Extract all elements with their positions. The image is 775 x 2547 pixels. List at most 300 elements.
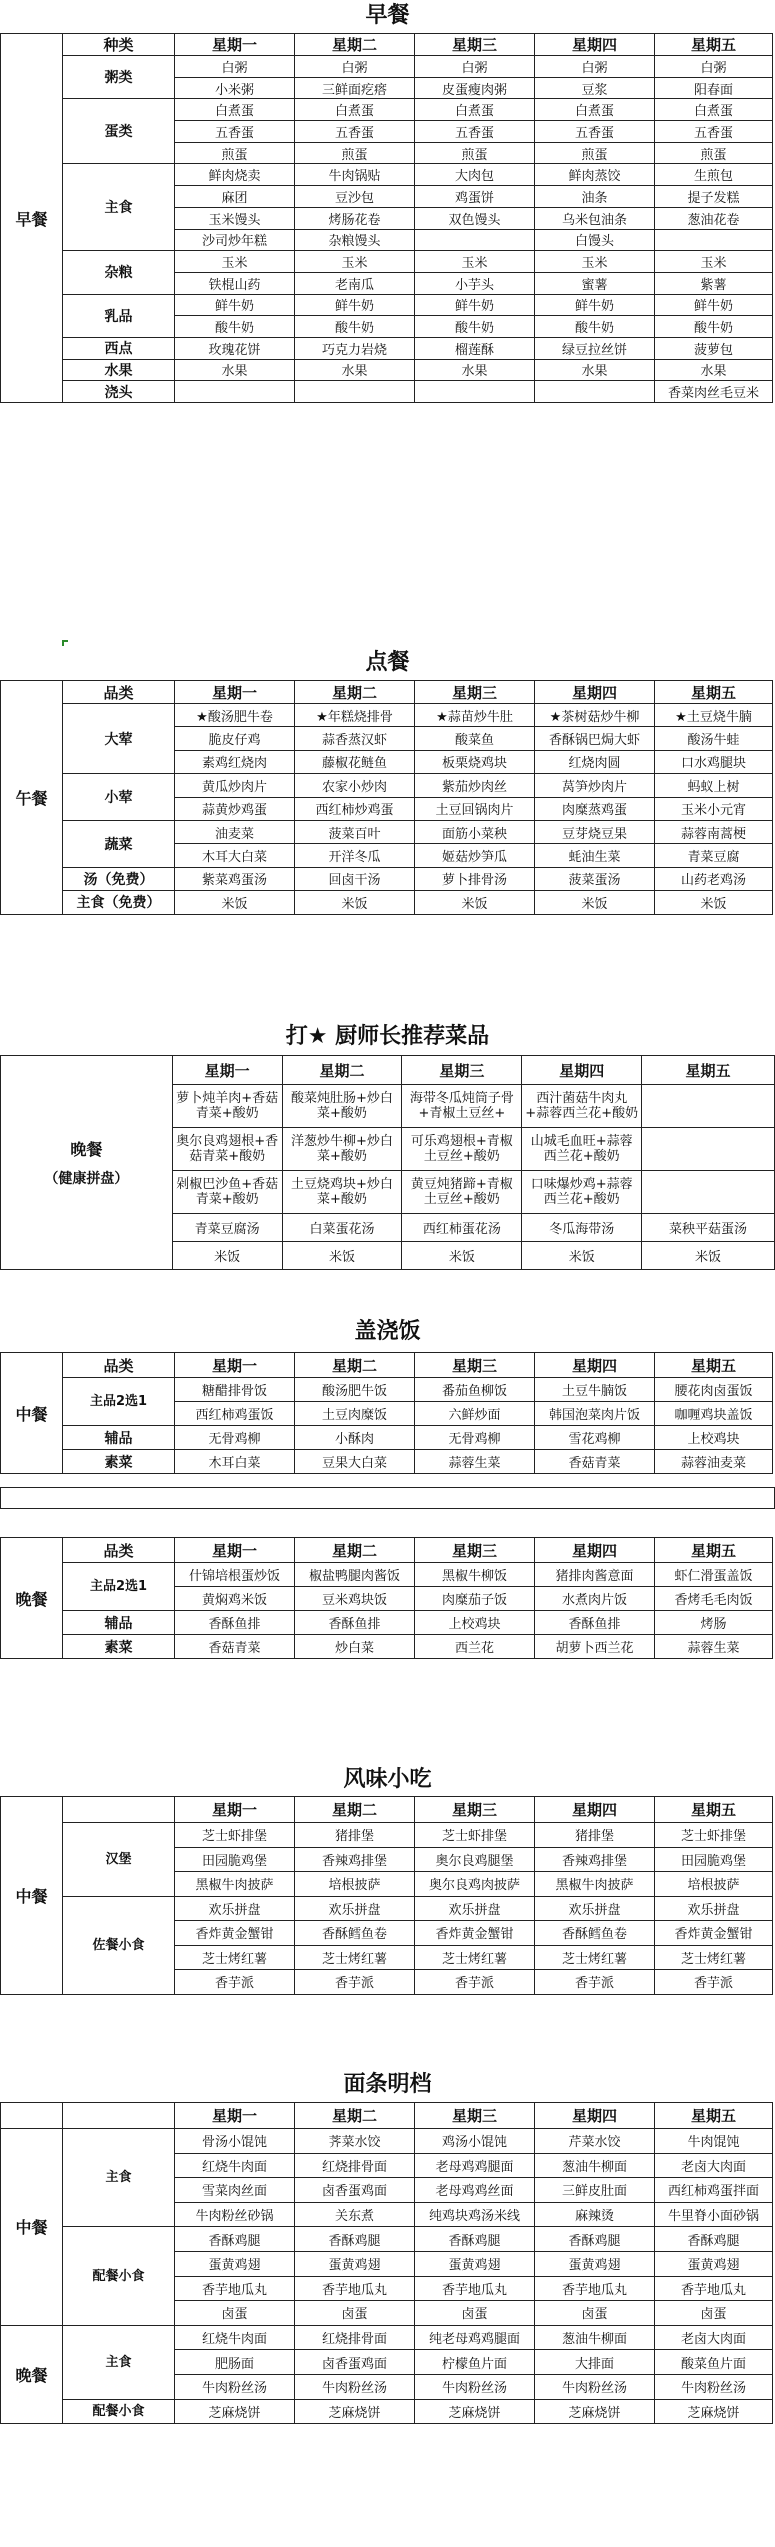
dish-cell: 米饭 — [402, 1242, 522, 1270]
dish-cell: 巧克力岩烧 — [295, 337, 415, 359]
dish-cell: 山城毛血旺+蒜蓉西兰花+酸奶 — [522, 1128, 642, 1171]
category-label: 西点 — [63, 337, 175, 359]
dish-cell: 奥尔良鸡翅根+香菇青菜+酸奶 — [172, 1128, 282, 1171]
column-header-category: 品类 — [63, 681, 175, 704]
dish-cell: 西红柿炒鸡蛋 — [295, 797, 415, 820]
dish-cell: 牛肉锅贴 — [295, 164, 415, 186]
dish-cell: 油条 — [535, 186, 655, 208]
dish-cell: 木耳白菜 — [175, 1450, 295, 1474]
dish-cell: 芝麻烧饼 — [415, 2399, 535, 2424]
dish-cell: 藤椒花鲢鱼 — [295, 750, 415, 773]
dish-cell: 胡萝卜西兰花 — [535, 1635, 655, 1659]
dish-cell: 纯老母鸡鸡腿面 — [415, 2325, 535, 2350]
category-label: 素菜 — [63, 1450, 175, 1474]
dish-cell: 芝士虾排堡 — [415, 1823, 535, 1848]
dish-cell: 开洋冬瓜 — [295, 844, 415, 867]
dish-cell: 牛肉粉丝汤 — [535, 2374, 655, 2399]
dish-cell: 上校鸡块 — [655, 1426, 773, 1450]
dish-cell: 土豆回锅肉片 — [415, 797, 535, 820]
dish-cell: 绿豆拉丝饼 — [535, 337, 655, 359]
category-label: 蔬菜 — [63, 820, 175, 867]
column-header-day: 星期二 — [295, 1353, 415, 1378]
dish-cell: 欢乐拼盘 — [535, 1896, 655, 1921]
column-header-day: 星期四 — [535, 1538, 655, 1563]
corner-mark — [62, 640, 68, 646]
dish-cell: 烤肠 — [655, 1611, 773, 1635]
dish-cell: 奥尔良鸡腿堡 — [415, 1847, 535, 1872]
dish-cell: 菠菜百叶 — [295, 820, 415, 843]
dish-cell — [642, 1128, 775, 1171]
dish-cell: 酸菜鱼 — [415, 727, 535, 750]
dish-cell: 紫茄炒肉丝 — [415, 774, 535, 797]
dish-cell: 肥肠面 — [175, 2350, 295, 2375]
dish-cell: 杂粮馒头 — [295, 229, 415, 251]
column-header-day: 星期一 — [175, 2103, 295, 2129]
dish-cell: 蒜蓉生菜 — [415, 1450, 535, 1474]
dish-cell: 芝士虾排堡 — [175, 1823, 295, 1848]
dish-cell: 六鲜炒面 — [415, 1402, 535, 1426]
dish-cell: 炒白菜 — [295, 1635, 415, 1659]
category-label: 小荤 — [63, 774, 175, 821]
dish-cell: 酸牛奶 — [535, 316, 655, 338]
fengwei-table — [0, 1796, 773, 1995]
column-header-day: 星期一 — [175, 681, 295, 704]
dish-cell: 雪菜肉丝面 — [175, 2178, 295, 2203]
dish-cell: 培根披萨 — [655, 1872, 773, 1897]
dish-cell: 豆芽烧豆果 — [535, 820, 655, 843]
column-header-day: 星期五 — [655, 1353, 773, 1378]
dish-cell: 牛肉粉丝汤 — [175, 2374, 295, 2399]
dish-cell: 牛肉粉丝汤 — [415, 2374, 535, 2399]
dish-cell: 回卤干汤 — [295, 867, 415, 890]
dish-cell: 口味爆炒鸡+蒜蓉西兰花+酸奶 — [522, 1171, 642, 1214]
dish-cell: 紫薯 — [655, 272, 773, 294]
table-row — [1, 774, 773, 797]
dish-cell: 蛋黄鸡翅 — [175, 2251, 295, 2276]
category-label: 乳品 — [63, 294, 175, 337]
dish-cell: 鲜牛奶 — [175, 294, 295, 316]
column-header-day: 星期三 — [415, 2103, 535, 2129]
dish-cell: 乌米包油条 — [535, 207, 655, 229]
category-label: 汤（免费） — [63, 867, 175, 890]
gaifan-dinner-table-meal-label: 晚餐 — [1, 1538, 63, 1659]
column-header-day: 星期四 — [535, 681, 655, 704]
dish-cell: 黄焖鸡米饭 — [175, 1587, 295, 1611]
dish-cell: 酸牛奶 — [415, 316, 535, 338]
dish-cell: 香酥鸡腿 — [535, 2227, 655, 2252]
dish-cell: 水果 — [295, 359, 415, 381]
dish-cell: 柠檬鱼片面 — [415, 2350, 535, 2375]
dish-cell: 芝麻烧饼 — [175, 2399, 295, 2424]
dish-cell: 香酥鱼排 — [175, 1611, 295, 1635]
table-row — [1, 164, 773, 186]
dish-cell: 香炸黄金蟹钳 — [175, 1921, 295, 1946]
noodles-table — [0, 2102, 773, 2424]
table-row — [1, 251, 773, 273]
dish-cell: 什锦培根蛋炒饭 — [175, 1563, 295, 1587]
table-row — [1, 1426, 773, 1450]
meal-name: 晚餐 — [70, 1140, 103, 1159]
dish-cell: 生煎包 — [655, 164, 773, 186]
noodles-title: 面条明档 — [343, 2072, 432, 2097]
dish-cell: ★酸汤肥牛卷 — [175, 704, 295, 727]
dish-cell: 米饭 — [655, 891, 773, 914]
dish-cell: 猪排肉酱意面 — [535, 1563, 655, 1587]
dish-cell: 白煮蛋 — [655, 99, 773, 121]
dish-cell: 咖喱鸡块盖饭 — [655, 1402, 773, 1426]
dish-cell: 牛肉粉丝汤 — [655, 2374, 773, 2399]
dish-cell: 煎蛋 — [295, 142, 415, 164]
category-label: 浇头 — [63, 381, 175, 403]
dish-cell: 韩国泡菜肉片饭 — [535, 1402, 655, 1426]
dish-cell: 板栗烧鸡块 — [415, 750, 535, 773]
dish-cell: 豆沙包 — [295, 186, 415, 208]
gaifan-dinner-table — [0, 1537, 773, 1659]
dish-cell: 香芋派 — [415, 1970, 535, 1995]
dish-cell: 芝士烤红薯 — [415, 1945, 535, 1970]
dish-cell: 香炸黄金蟹钳 — [655, 1921, 773, 1946]
dish-cell: 葱油牛柳面 — [535, 2153, 655, 2178]
dish-cell: 农家小炒肉 — [295, 774, 415, 797]
dish-cell: 油麦菜 — [175, 820, 295, 843]
dish-cell: 沙司炒年糕 — [175, 229, 295, 251]
table-row — [1, 891, 773, 914]
dish-cell: 萝卜炖羊肉+香菇青菜+酸奶 — [172, 1085, 282, 1128]
dish-cell: 土豆肉糜饭 — [295, 1402, 415, 1426]
dish-cell — [642, 1085, 775, 1128]
dish-cell: 红烧肉圆 — [535, 750, 655, 773]
dish-cell: 香炸黄金蟹钳 — [415, 1921, 535, 1946]
dish-cell: 蒜蓉生菜 — [655, 1635, 773, 1659]
table-row — [1, 294, 773, 316]
dish-cell: 水煮肉片饭 — [535, 1587, 655, 1611]
table-row — [1, 2325, 773, 2350]
dish-cell: 鲜牛奶 — [295, 294, 415, 316]
dish-cell: 卤香蛋鸡面 — [295, 2350, 415, 2375]
category-label: 素菜 — [63, 1635, 175, 1659]
table-row — [1, 1611, 773, 1635]
column-header-day: 星期四 — [535, 1353, 655, 1378]
dish-cell: 烤肠花卷 — [295, 207, 415, 229]
dish-cell: 剁椒巴沙鱼+香菇青菜+酸奶 — [172, 1171, 282, 1214]
table-row — [1, 867, 773, 890]
dish-cell — [535, 381, 655, 403]
dish-cell: 红烧牛肉面 — [175, 2153, 295, 2178]
column-header-day: 星期三 — [415, 34, 535, 56]
dish-cell: 豆果大白菜 — [295, 1450, 415, 1474]
dish-cell: 皮蛋瘦肉粥 — [415, 77, 535, 99]
chef-meal-label — [1, 1056, 173, 1270]
dish-cell: 山药老鸡汤 — [655, 867, 773, 890]
dish-cell: 牛肉粉丝砂锅 — [175, 2202, 295, 2227]
column-header-day: 星期二 — [295, 34, 415, 56]
noodles-meal-label: 中餐 — [1, 2129, 63, 2326]
column-header-day: 星期四 — [535, 34, 655, 56]
dish-cell: 可乐鸡翅根+青椒土豆丝+酸奶 — [402, 1128, 522, 1171]
category-label: 辅品 — [63, 1611, 175, 1635]
dish-cell: 黄豆炖猪蹄+青椒土豆丝+酸奶 — [402, 1171, 522, 1214]
table-row — [1, 381, 773, 403]
dish-cell: 白粥 — [295, 56, 415, 78]
dish-cell: 五香蛋 — [295, 121, 415, 143]
dish-cell: 酸牛奶 — [655, 316, 773, 338]
dish-cell: 黄瓜炒肉片 — [175, 774, 295, 797]
column-header-category: 种类 — [63, 34, 175, 56]
dish-cell: 红烧排骨面 — [295, 2325, 415, 2350]
dish-cell: 米饭 — [415, 891, 535, 914]
chef-table — [0, 1055, 775, 1270]
dish-cell: 白馒头 — [535, 229, 655, 251]
dish-cell: 香辣鸡排堡 — [535, 1847, 655, 1872]
table-row — [1, 2227, 773, 2252]
table-row — [1, 1823, 773, 1848]
dish-cell: 香烤毛毛肉饭 — [655, 1587, 773, 1611]
dish-cell: 老母鸡鸡丝面 — [415, 2178, 535, 2203]
dish-cell: 鸡蛋饼 — [415, 186, 535, 208]
dish-cell: 蒜香蒸汉虾 — [295, 727, 415, 750]
dish-cell: 西汁菌菇牛肉丸+蒜蓉西兰花+酸奶 — [522, 1085, 642, 1128]
dish-cell: 田园脆鸡堡 — [175, 1847, 295, 1872]
dish-cell: 卤香蛋鸡面 — [295, 2178, 415, 2203]
dish-cell: 香芋地瓜丸 — [655, 2276, 773, 2301]
dish-cell: 蛋黄鸡翅 — [655, 2251, 773, 2276]
dish-cell: 芹菜水饺 — [535, 2129, 655, 2154]
dish-cell: 土豆牛腩饭 — [535, 1378, 655, 1402]
gaifan-lunch-table — [0, 1352, 773, 1474]
dish-cell: 芝士烤红薯 — [295, 1945, 415, 1970]
column-header-day: 星期三 — [415, 1353, 535, 1378]
dish-cell: 面筋小菜秧 — [415, 820, 535, 843]
dish-cell: 牛肉馄饨 — [655, 2129, 773, 2154]
dish-cell: 西红柿鸡蛋饭 — [175, 1402, 295, 1426]
noodles-meal-label: 晚餐 — [1, 2325, 63, 2423]
breakfast-title: 早餐 — [365, 3, 410, 28]
dish-cell: 白煮蛋 — [535, 99, 655, 121]
dish-cell: 大排面 — [535, 2350, 655, 2375]
column-header-day: 星期一 — [175, 34, 295, 56]
table-row — [1, 56, 773, 78]
table-row — [1, 820, 773, 843]
category-label: 大荤 — [63, 704, 175, 774]
breakfast-table-meal-label: 早餐 — [1, 34, 63, 403]
dish-cell: 蛋黄鸡翅 — [415, 2251, 535, 2276]
dish-cell: 米饭 — [522, 1242, 642, 1270]
dish-cell: 猪排堡 — [295, 1823, 415, 1848]
dish-cell: 小酥肉 — [295, 1426, 415, 1450]
dish-cell: 双色馒头 — [415, 207, 535, 229]
column-header-category: 品类 — [63, 1353, 175, 1378]
dish-cell: ★年糕烧排骨 — [295, 704, 415, 727]
dish-cell: 西红柿蛋花汤 — [402, 1214, 522, 1242]
dish-cell: 芝麻烧饼 — [655, 2399, 773, 2424]
column-header-day: 星期四 — [522, 1056, 642, 1085]
dish-cell: 鲜牛奶 — [655, 294, 773, 316]
dish-cell: 玉米 — [175, 251, 295, 273]
table-row — [1, 359, 773, 381]
dish-cell: 鸡汤小馄饨 — [415, 2129, 535, 2154]
dish-cell: 木耳大白菜 — [175, 844, 295, 867]
table-row — [1, 1450, 773, 1474]
dish-cell: 红烧排骨面 — [295, 2153, 415, 2178]
fengwei-title: 风味小吃 — [343, 1767, 432, 1792]
dish-cell: 白煮蛋 — [415, 99, 535, 121]
dish-cell: 三鲜面疙瘩 — [295, 77, 415, 99]
dish-cell: 酸菜鱼片面 — [655, 2350, 773, 2375]
dish-cell: 腰花肉卤蛋饭 — [655, 1378, 773, 1402]
dish-cell: 白煮蛋 — [175, 99, 295, 121]
dish-cell: 五香蛋 — [415, 121, 535, 143]
dish-cell: 白粥 — [655, 56, 773, 78]
diancan-table-meal-label: 午餐 — [1, 681, 63, 915]
dish-cell: 玉米 — [295, 251, 415, 273]
column-header-day: 星期一 — [175, 1353, 295, 1378]
dish-cell: 五香蛋 — [655, 121, 773, 143]
dish-cell: 香酥鳕鱼卷 — [535, 1921, 655, 1946]
dish-cell: 洋葱炒牛柳+炒白菜+酸奶 — [282, 1128, 402, 1171]
dish-cell: 香芋派 — [655, 1970, 773, 1995]
column-header-day: 星期三 — [402, 1056, 522, 1085]
dish-cell: 欢乐拼盘 — [415, 1896, 535, 1921]
dish-cell: 无骨鸡柳 — [415, 1426, 535, 1450]
dish-cell: 白粥 — [175, 56, 295, 78]
dish-cell: 肉糜茄子饭 — [415, 1587, 535, 1611]
dish-cell: 老卤大肉面 — [655, 2325, 773, 2350]
fengwei-meal-label: 中餐 — [1, 1797, 63, 1995]
column-header-day: 星期二 — [282, 1056, 402, 1085]
dish-cell: 虾仁滑蛋盖饭 — [655, 1563, 773, 1587]
dish-cell: 肉糜蒸鸡蛋 — [535, 797, 655, 820]
dish-cell: 紫菜鸡蛋汤 — [175, 867, 295, 890]
dish-cell: 煎蛋 — [535, 142, 655, 164]
dish-cell: 蛋黄鸡翅 — [295, 2251, 415, 2276]
column-header-day: 星期二 — [295, 2103, 415, 2129]
dish-cell: 酸牛奶 — [175, 316, 295, 338]
dish-cell: 水果 — [535, 359, 655, 381]
dish-cell: 雪花鸡柳 — [535, 1426, 655, 1450]
dish-cell: 酸牛奶 — [295, 316, 415, 338]
dish-cell: 煎蛋 — [175, 142, 295, 164]
dish-cell: 奥尔良鸡肉披萨 — [415, 1872, 535, 1897]
diancan-table — [0, 680, 773, 915]
dish-cell: 田园脆鸡堡 — [655, 1847, 773, 1872]
dish-cell: 玉米 — [655, 251, 773, 273]
dish-cell: 菜秧平菇蛋汤 — [642, 1214, 775, 1242]
dish-cell: 蒜蓉油麦菜 — [655, 1450, 773, 1474]
dish-cell: 番茄鱼柳饭 — [415, 1378, 535, 1402]
dish-cell: 香酥鸡腿 — [655, 2227, 773, 2252]
dish-cell: 白煮蛋 — [295, 99, 415, 121]
dish-cell: 萝卜排骨汤 — [415, 867, 535, 890]
dish-cell: 菠萝包 — [655, 337, 773, 359]
gaifan-lunch-table-meal-label: 中餐 — [1, 1353, 63, 1474]
dish-cell: 香酥鸡腿 — [175, 2227, 295, 2252]
dish-cell: 椒盐鸭腿肉酱饭 — [295, 1563, 415, 1587]
dish-cell: ★茶树菇炒牛柳 — [535, 704, 655, 727]
dish-cell: 黑椒牛肉披萨 — [535, 1872, 655, 1897]
dish-cell: 青菜豆腐汤 — [172, 1214, 282, 1242]
column-header-day: 星期五 — [642, 1056, 775, 1085]
column-header-day: 星期一 — [172, 1056, 282, 1085]
dish-cell: 芝麻烧饼 — [535, 2399, 655, 2424]
table-row — [1, 1378, 773, 1402]
table-row — [1, 704, 773, 727]
dish-cell: 卤蛋 — [415, 2301, 535, 2326]
table-row — [1, 1896, 773, 1921]
column-header-day: 星期二 — [295, 681, 415, 704]
dish-cell: 蒜蓉南蒿梗 — [655, 820, 773, 843]
dish-cell: 香酥鱼排 — [535, 1611, 655, 1635]
dish-cell: 芝士虾排堡 — [655, 1823, 773, 1848]
category-label: 配餐小食 — [63, 2227, 175, 2325]
dish-cell: 牛肉粉丝汤 — [295, 2374, 415, 2399]
dish-cell: 上校鸡块 — [415, 1611, 535, 1635]
dish-cell — [415, 381, 535, 403]
dish-cell: 海带冬瓜炖筒子骨+青椒土豆丝+ — [402, 1085, 522, 1128]
dish-cell: 豆米鸡块饭 — [295, 1587, 415, 1611]
column-header-day: 星期五 — [655, 1538, 773, 1563]
dish-cell: 水果 — [175, 359, 295, 381]
category-label: 主食 — [63, 164, 175, 251]
dish-cell: 香辣鸡排堡 — [295, 1847, 415, 1872]
table-row — [1, 1563, 773, 1587]
dish-cell: 香芋地瓜丸 — [415, 2276, 535, 2301]
dish-cell: 鲜牛奶 — [535, 294, 655, 316]
category-label: 粥类 — [63, 56, 175, 99]
dish-cell: 香菜肉丝毛豆米 — [655, 381, 773, 403]
dish-cell: 西红柿鸡蛋拌面 — [655, 2178, 773, 2203]
dish-cell: 香酥鸡腿 — [295, 2227, 415, 2252]
dish-cell: 香芋派 — [175, 1970, 295, 1995]
dish-cell: 欢乐拼盘 — [295, 1896, 415, 1921]
dish-cell: 蚝油生菜 — [535, 844, 655, 867]
column-header-day: 星期一 — [175, 1538, 295, 1563]
header-blank — [1, 2103, 63, 2129]
dish-cell: 香芋地瓜丸 — [295, 2276, 415, 2301]
dish-cell: 香芋派 — [535, 1970, 655, 1995]
dish-cell: 牛里脊小面砂锅 — [655, 2202, 773, 2227]
dish-cell: 米饭 — [295, 891, 415, 914]
category-label: 主品2选1 — [63, 1563, 175, 1611]
category-label: 杂粮 — [63, 251, 175, 294]
dish-cell: 五香蛋 — [175, 121, 295, 143]
dish-cell: 榴莲酥 — [415, 337, 535, 359]
dish-cell: 香菇青菜 — [175, 1635, 295, 1659]
dish-cell: 鲜肉蒸饺 — [535, 164, 655, 186]
dish-cell: 酸菜炖肚肠+炒白菜+酸奶 — [282, 1085, 402, 1128]
dish-cell: 冬瓜海带汤 — [522, 1214, 642, 1242]
dish-cell: 酸汤肥牛饭 — [295, 1378, 415, 1402]
dish-cell: 玫瑰花饼 — [175, 337, 295, 359]
dish-cell: 口水鸡腿块 — [655, 750, 773, 773]
header-blank — [63, 1797, 175, 1823]
dish-cell: 煎蛋 — [655, 142, 773, 164]
dish-cell: 欢乐拼盘 — [175, 1896, 295, 1921]
dish-cell: 阳春面 — [655, 77, 773, 99]
category-label: 主品2选1 — [63, 1378, 175, 1426]
section-divider — [0, 1487, 775, 1509]
category-label: 配餐小食 — [63, 2399, 175, 2424]
diancan-title: 点餐 — [365, 650, 410, 675]
dish-cell: 猪排堡 — [535, 1823, 655, 1848]
dish-cell: 三鲜皮肚面 — [535, 2178, 655, 2203]
dish-cell: 卤蛋 — [295, 2301, 415, 2326]
column-header-day: 星期五 — [655, 2103, 773, 2129]
dish-cell: 老母鸡鸡腿面 — [415, 2153, 535, 2178]
dish-cell: 米饭 — [172, 1242, 282, 1270]
header-blank — [63, 2103, 175, 2129]
dish-cell: 香芋地瓜丸 — [175, 2276, 295, 2301]
dish-cell: 无骨鸡柳 — [175, 1426, 295, 1450]
